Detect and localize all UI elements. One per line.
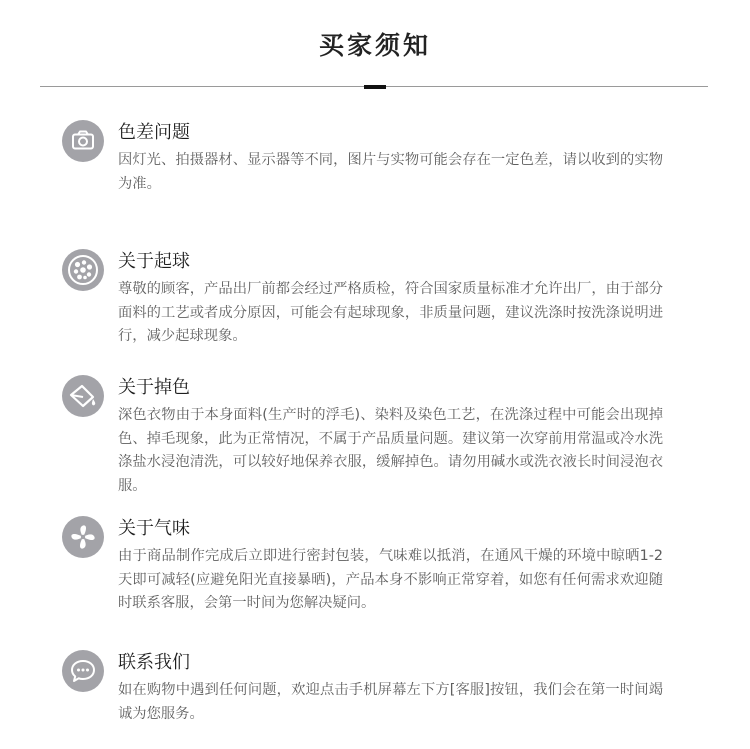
fan-icon <box>62 516 104 558</box>
paint-bucket-icon <box>62 375 104 417</box>
title-divider-accent <box>364 85 386 89</box>
page-title: 买家须知 <box>318 31 431 60</box>
pilling-dots-icon <box>62 249 104 291</box>
camera-icon <box>62 120 104 162</box>
chat-bubble-icon <box>62 650 104 692</box>
section-body: 深色衣物由于本身面料(生产时的浮毛)、染料及染色工艺，在洗涤过程中可能会出现掉色、掉毛现象，此为正常情况，不属于产品质量问题。建议第一次穿前用常温或冷水洗涤盐水浸泡清洗，可以较好地保养衣服，缓解掉色。请勿用碱水或洗衣液长时间浸泡衣服。 <box>118 407 663 494</box>
section-title: 色差问题 <box>118 122 190 143</box>
section-title: 联系我们 <box>118 652 190 673</box>
section-body: 由于商品制作完成后立即进行密封包装，气味难以抵消，在通风干燥的环境中晾晒1-2天即可减轻(应避免阳光直接暴晒)，产品本身不影响正常穿着，如您有任何需求欢迎随时联系客服，会第一时间为您解决疑问。 <box>118 548 663 611</box>
section-body: 如在购物中遇到任何问题，欢迎点击手机屏幕左下方[客服]按钮，我们会在第一时间竭诚为您服务。 <box>118 682 663 722</box>
section-title: 关于起球 <box>118 251 190 272</box>
section-title: 关于气味 <box>118 518 190 539</box>
section-body: 尊敬的顾客，产品出厂前都会经过严格质检，符合国家质量标准才允许出厂，由于部分面料的工艺或者成分原因，可能会有起球现象，非质量问题，建议洗涤时按洗涤说明进行，减少起球现象。 <box>118 281 663 344</box>
section-body: 因灯光、拍摄器材、显示器等不同，图片与实物可能会存在一定色差，请以收到的实物为准。 <box>118 152 663 192</box>
section-title: 关于掉色 <box>118 377 190 398</box>
